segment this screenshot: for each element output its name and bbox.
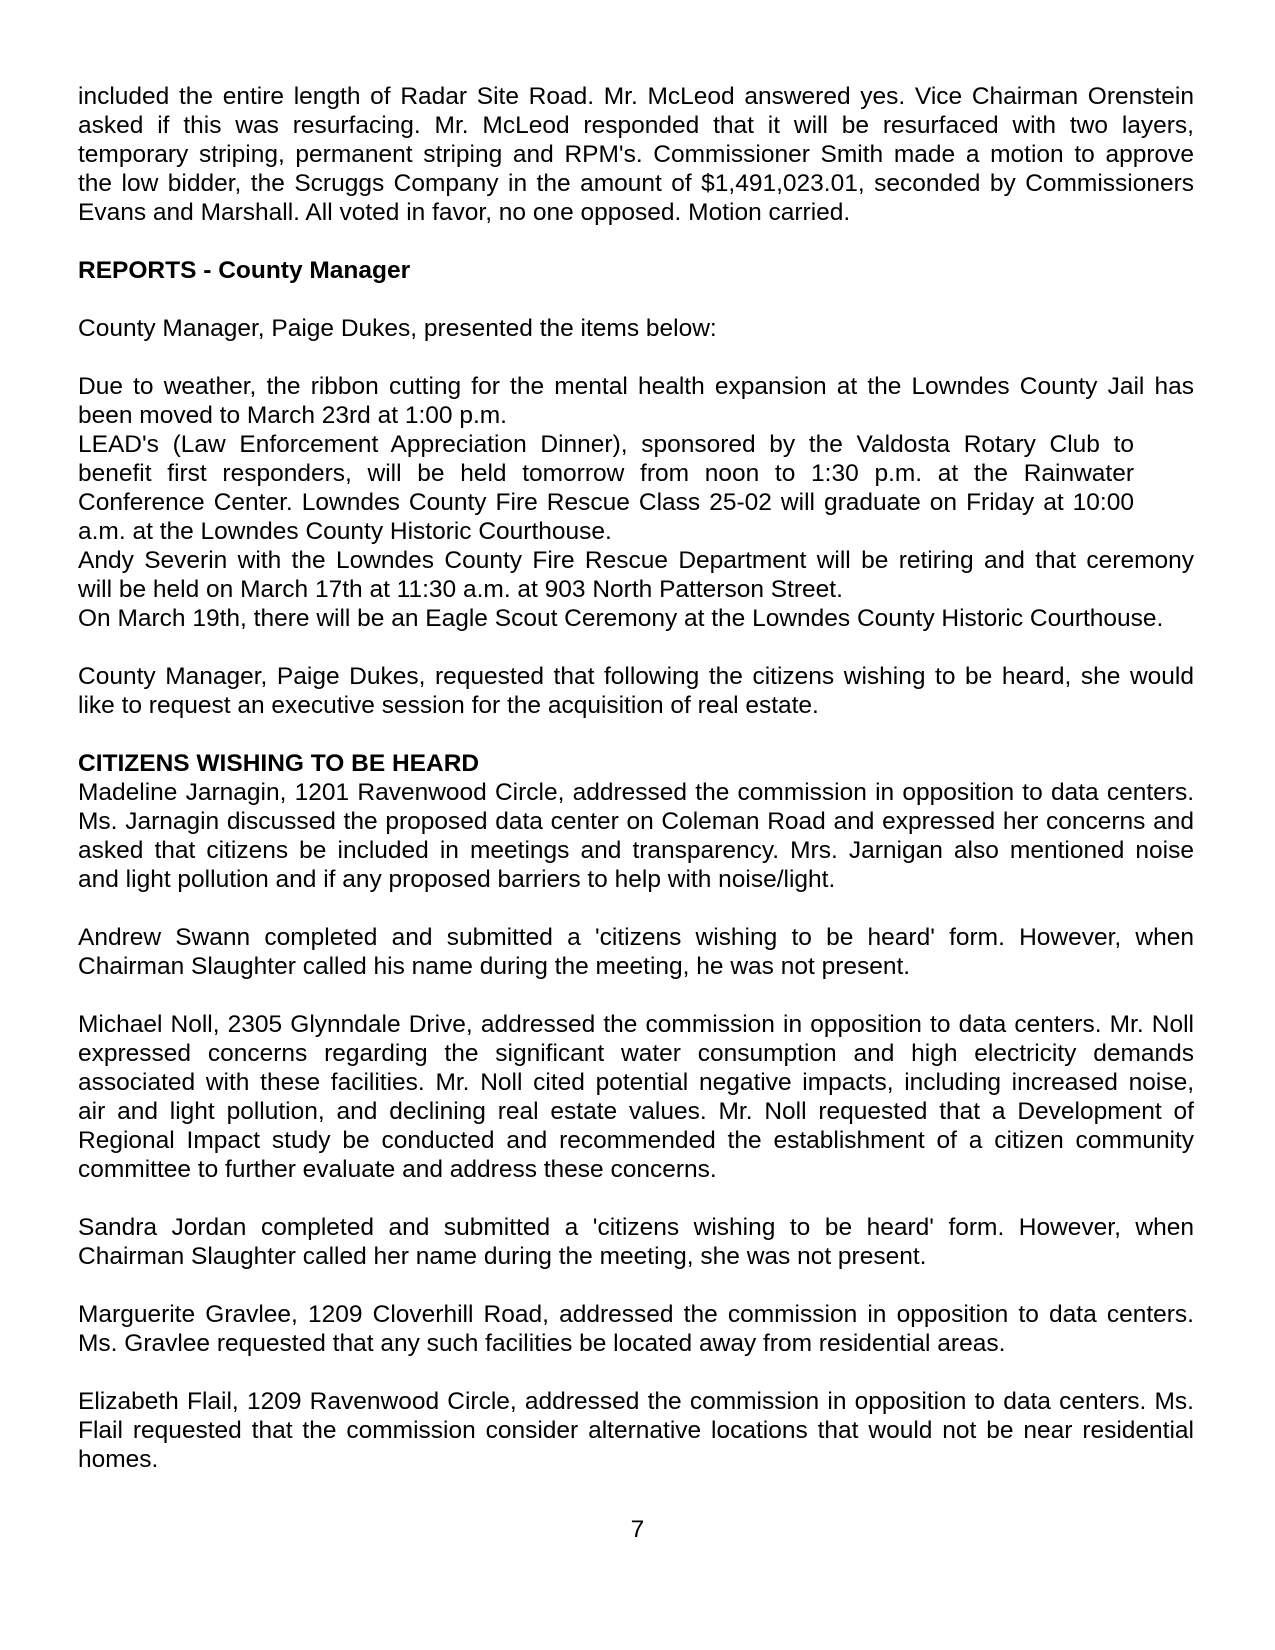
text-line: will be held on March 17th at 11:30 a.m. at 903 North Patterson Street.: [78, 576, 843, 603]
text-line: Elizabeth Flail, 1209 Ravenwood Circle, addressed the commission in opposition to data centers. Ms.: [78, 1388, 1194, 1415]
section-heading-citizens-wishing-to-be-heard: [78, 749, 1194, 778]
text-line: Due to weather, the ribbon cutting for the mental health expansion at the Lowndes County Jail has: [78, 373, 1194, 400]
text-line: County Manager, Paige Dukes, requested that following the citizens wishing to be heard, she would: [78, 663, 1194, 690]
text-line: Andrew Swann completed and submitted a 'citizens wishing to be heard' form. However, when: [78, 924, 1194, 951]
announcement-leads-dinner: [78, 430, 1194, 546]
text-line: Flail requested that the commission consider alternative locations that would not be near residential: [78, 1417, 1194, 1444]
announcement-ribbon-cutting: [78, 372, 1194, 430]
paragraph-bid-award: [78, 82, 1194, 227]
text-line: the low bidder, the Scruggs Company in the amount of $1,491,023.01, seconded by Commissioners: [78, 170, 1194, 197]
text-line: Madeline Jarnagin, 1201 Ravenwood Circle, addressed the commission in opposition to data centers.: [78, 779, 1194, 806]
text-line: and light pollution and if any proposed barriers to help with noise/light.: [78, 866, 836, 893]
announcement-eagle-scout: [78, 604, 1194, 633]
text-line: temporary striping, permanent striping and RPM's. Commissioner Smith made a motion to approve: [78, 141, 1194, 168]
text-line: been moved to March 23rd at 1:00 p.m.: [78, 402, 507, 429]
text-line: a.m. at the Lowndes County Historic Courthouse.: [78, 518, 612, 545]
heading-text: REPORTS - County Manager: [78, 257, 411, 284]
paragraph-presented-items: [78, 314, 1194, 343]
section-heading-reports-county-manager: [78, 256, 1194, 285]
text-line: asked if this was resurfacing. Mr. McLeod responded that it will be resurfaced with two layers,: [78, 112, 1194, 139]
text-line: Ms. Jarnagin discussed the proposed data center on Coleman Road and expressed her concerns and: [78, 808, 1194, 835]
text-line: Chairman Slaughter called her name during the meeting, she was not present.: [78, 1243, 927, 1270]
paragraph-speaker-noll: [78, 1010, 1194, 1184]
text-line: included the entire length of Radar Site Road. Mr. McLeod answered yes. Vice Chairman Orenstein: [78, 83, 1194, 110]
text-line: Sandra Jordan completed and submitted a 'citizens wishing to be heard' form. However, when: [78, 1214, 1194, 1241]
paragraph-speaker-jordan: [78, 1213, 1194, 1271]
text-line: Ms. Gravlee requested that any such facilities be located away from residential areas.: [78, 1330, 1006, 1357]
text-line: like to request an executive session for the acquisition of real estate.: [78, 692, 819, 719]
text-line: On March 19th, there will be an Eagle Scout Ceremony at the Lowndes County Historic Courthouse.: [78, 605, 1164, 632]
text-line: Michael Noll, 2305 Glynndale Drive, addressed the commission in opposition to data centers. Mr. Noll: [78, 1011, 1194, 1038]
paragraph-speaker-jarnagin: [78, 778, 1194, 894]
text-line: Evans and Marshall. All voted in favor, no one opposed. Motion carried.: [78, 199, 851, 226]
text-line: Chairman Slaughter called his name during the meeting, he was not present.: [78, 953, 911, 980]
text-line: County Manager, Paige Dukes, presented the items below:: [78, 315, 717, 342]
text-line: committee to further evaluate and address these concerns.: [78, 1156, 717, 1183]
text-line: homes.: [78, 1446, 159, 1473]
page-number: 7: [630, 1516, 645, 1543]
text-line: associated with these facilities. Mr. Noll cited potential negative impacts, including increased noise,: [78, 1069, 1194, 1096]
announcement-severin-retirement: [78, 546, 1194, 604]
text-line: LEAD's (Law Enforcement Appreciation Dinner), sponsored by the Valdosta Rotary Club to: [78, 431, 1134, 458]
text-line: asked that citizens be included in meetings and transparency. Mrs. Jarnigan also mentioned noise: [78, 837, 1194, 864]
text-line: benefit first responders, will be held tomorrow from noon to 1:30 p.m. at the Rainwater: [78, 460, 1134, 487]
paragraph-speaker-swann: [78, 923, 1194, 981]
text-line: air and light pollution, and declining real estate values. Mr. Noll requested that a Development of: [78, 1098, 1194, 1125]
text-line: expressed concerns regarding the significant water consumption and high electricity demands: [78, 1040, 1194, 1067]
paragraph-executive-session: [78, 662, 1194, 720]
text-line: Marguerite Gravlee, 1209 Cloverhill Road, addressed the commission in opposition to data centers.: [78, 1301, 1194, 1328]
paragraph-speaker-flail: [78, 1387, 1194, 1474]
paragraph-speaker-gravlee: [78, 1300, 1194, 1358]
heading-text: CITIZENS WISHING TO BE HEARD: [78, 750, 480, 777]
text-line: Regional Impact study be conducted and recommended the establishment of a citizen community: [78, 1127, 1194, 1154]
text-line: Andy Severin with the Lowndes County Fire Rescue Department will be retiring and that ceremony: [78, 547, 1194, 574]
text-line: Conference Center. Lowndes County Fire Rescue Class 25-02 will graduate on Friday at 10:00: [78, 489, 1134, 516]
